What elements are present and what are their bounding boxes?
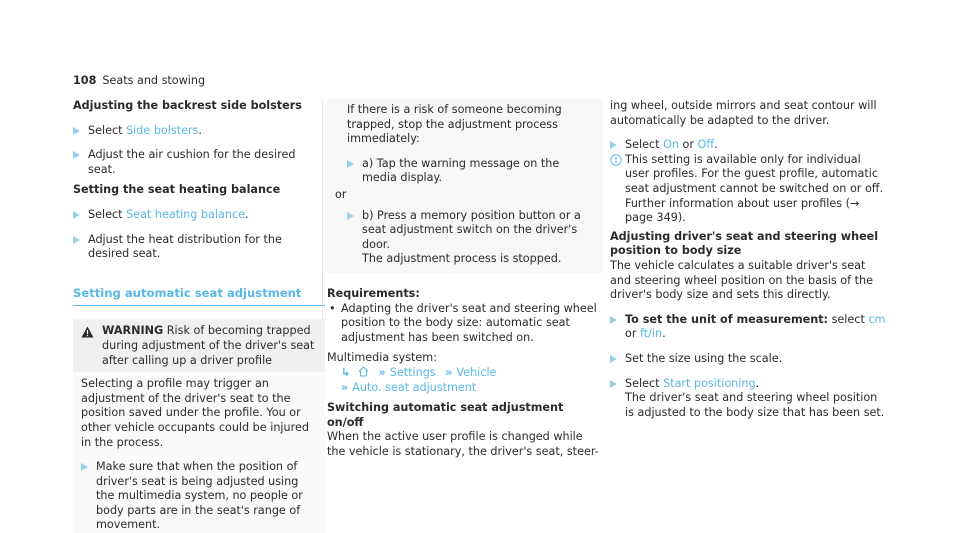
trap-note bbox=[327, 99, 603, 273]
step-arrow-icon bbox=[610, 316, 617, 324]
section-name: Seats and stowing bbox=[102, 74, 206, 87]
forward-arrow-icon: » bbox=[341, 380, 349, 394]
heading-body-size: Adjusting driver's seat and steering wheel position to body size bbox=[610, 229, 879, 258]
vehicle-link[interactable]: Vehicle bbox=[456, 365, 497, 379]
warning-step: Make sure that when the position of driver's seat is being adjusted using the multimedia system, no people or body parts are in the seat's range of movement. bbox=[81, 460, 313, 533]
info-note: This setting is available only for individual user profiles. For the guest profile, automatic seat adjustment cannot be switched on or off. Further information about user profiles (→ page 349). bbox=[610, 153, 886, 226]
column-3 bbox=[610, 99, 886, 420]
step-arrow-icon bbox=[610, 355, 617, 363]
info-icon bbox=[610, 154, 622, 166]
side-bolsters-link[interactable]: Side bolsters bbox=[126, 123, 199, 137]
column-2 bbox=[327, 99, 603, 459]
start-positioning-link[interactable]: Start positioning bbox=[663, 376, 756, 390]
continuation-text: ing wheel, outside mirrors and seat contour will automatically be adapted to the driver. bbox=[610, 99, 877, 127]
page-header bbox=[73, 74, 205, 89]
forward-arrow-icon: » bbox=[445, 365, 453, 379]
warning-triangle-icon bbox=[81, 326, 94, 338]
section-title-auto-seat: Setting automatic seat adjustment bbox=[73, 286, 325, 307]
warning-box bbox=[73, 319, 325, 533]
auto-seat-adjustment-link[interactable]: Auto. seat adjustment bbox=[352, 380, 477, 394]
step-arrow-icon bbox=[610, 380, 617, 388]
trap-intro: If there is a risk of someone becoming trapped, stop the adjustment process immediately: bbox=[347, 103, 562, 146]
settings-link[interactable]: Settings bbox=[389, 365, 436, 379]
forward-arrow-icon: » bbox=[378, 365, 386, 379]
off-option[interactable]: Off bbox=[697, 138, 715, 152]
ftin-option[interactable]: ft/in bbox=[640, 327, 663, 341]
step-arrow-icon bbox=[73, 151, 80, 159]
step-adjust-heat: Adjust the heat distribution for the desired seat. bbox=[73, 233, 325, 262]
warning-body: Selecting a profile may trigger an adjustment of the driver's seat to the position saved under the profile. You or other vehicle occupants could be injured in the process. bbox=[81, 377, 309, 449]
step-arrow-icon bbox=[347, 160, 354, 168]
step-unit: To set the unit of measurement: select cm or ft/in. bbox=[610, 313, 886, 342]
menu-path bbox=[327, 366, 603, 381]
option-b: b) Press a memory position button or a seat adjustment switch on the driver's door. The adjustment process is stopped. bbox=[347, 209, 595, 267]
step-select-heating-balance: Select Seat heating balance. bbox=[73, 208, 325, 223]
switch-text: When the active user profile is changed while the vehicle is stationary, the driver's seat, steer- bbox=[327, 430, 599, 458]
heading-switch-auto: Switching automatic seat adjustment on/off bbox=[327, 401, 564, 429]
seat-heating-balance-link[interactable]: Seat heating balance bbox=[126, 207, 245, 221]
heading-seat-heating: Setting the seat heating balance bbox=[73, 183, 281, 197]
step-adjust-air: Adjust the air cushion for the desired seat. bbox=[73, 148, 325, 177]
or-label: or bbox=[335, 187, 347, 201]
column-1 bbox=[73, 99, 325, 533]
requirement-item: • Adapting the driver's seat and steering wheel position to the body size: automatic seat adjustment has been switched on. bbox=[327, 302, 603, 346]
warning-label: WARNING bbox=[102, 324, 164, 338]
home-icon[interactable] bbox=[358, 366, 369, 377]
step-arrow-icon bbox=[81, 463, 88, 471]
heading-backrest: Adjusting the backrest side bolsters bbox=[73, 99, 302, 112]
option-a: a) Tap the warning message on the media display. bbox=[347, 157, 595, 186]
body-size-text: The vehicle calculates a suitable driver's seat and steering wheel position on the basis of the driver's body size and sets this directly. bbox=[610, 258, 873, 302]
step-arrow-icon bbox=[610, 141, 617, 149]
on-option[interactable]: On bbox=[663, 138, 679, 152]
step-start-positioning: Select Start positioning. The driver's seat and steering wheel position is adjusted to the body size that has been set. bbox=[610, 377, 886, 421]
turn-arrow-icon: ↳ bbox=[341, 365, 351, 379]
step-scale: Set the size using the scale. bbox=[610, 352, 886, 367]
step-select-side-bolsters: Select Side bolsters. bbox=[73, 124, 325, 139]
requirements-label: Requirements: bbox=[327, 286, 420, 300]
step-select-on-off: Select On or Off. bbox=[610, 138, 886, 153]
multimedia-label: Multimedia system: bbox=[327, 351, 437, 365]
step-arrow-icon bbox=[73, 236, 80, 244]
step-arrow-icon bbox=[73, 211, 80, 219]
cm-option[interactable]: cm bbox=[868, 312, 886, 326]
step-arrow-icon bbox=[73, 127, 80, 135]
step-arrow-icon bbox=[347, 212, 354, 220]
page-number: 108 bbox=[73, 74, 97, 87]
warning-title: Risk of becoming trapped during adjustment of the driver's seat after calling up a driver profile bbox=[102, 324, 315, 367]
